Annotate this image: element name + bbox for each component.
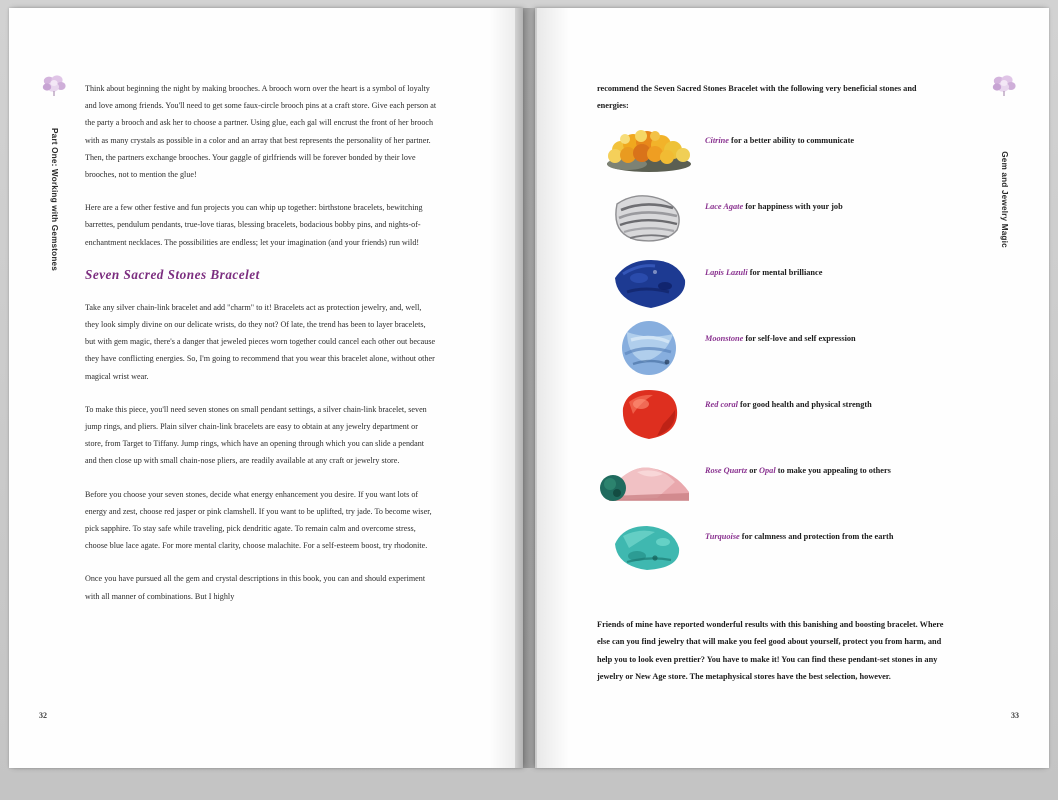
left-page (9, 8, 523, 768)
citrine-cluster-photo (597, 120, 705, 180)
stone-row (597, 120, 987, 186)
right-closing-column (597, 616, 949, 686)
lead-paragraph: recommend the Seven Sacred Stones Bracelet with the following very beneficial stones and energies: (597, 84, 917, 111)
stone-caption (705, 384, 987, 412)
stone-row (597, 186, 987, 252)
stone-row (597, 384, 987, 450)
stone-list (597, 120, 987, 582)
stone-name: Turquoise (705, 532, 740, 541)
right-page (535, 8, 1049, 768)
stone-row (597, 318, 987, 384)
red-coral-photo (597, 384, 705, 444)
stone-name: Red coral (705, 400, 738, 409)
moonstone-photo (597, 318, 705, 378)
stone-caption (705, 318, 987, 346)
stone-name: Rose Quartz (705, 466, 748, 475)
stone-purpose: for mental brilliance (747, 268, 823, 277)
purple-crystal-flower-icon (991, 74, 1017, 98)
stone-caption (705, 516, 987, 544)
paragraph: Think about beginning the night by making brooches. A brooch worn over the heart is a symbol of loyalty and love among friends. You'll need to get some faux-circle brooch pins at a craft store. Give each person at the party a brooch and ask her to choose a partner. Using glue, each gal will encrust the front of her brooch with as many crystals as possible in a color and an array that best represents the personality of her partner. Then, the partners exchange brooches. Your gaggle of girlfriends will be forever bonded by their love brooches, not to mention the glue! (85, 84, 437, 180)
stone-purpose: for calmness and protection from the earth (739, 532, 894, 541)
left-page-number: 32 (39, 711, 47, 720)
stone-purpose: for a better ability to communicate (728, 136, 855, 145)
stone-name: Lace Agate (705, 202, 744, 211)
turquoise-photo (597, 516, 705, 576)
stone-caption (705, 252, 987, 280)
paragraph: Once you have pursued all the gem and crystal descriptions in this book, you can and should experiment with all manner of combinations. But I highly (85, 574, 426, 601)
stone-conjunction: or (747, 466, 760, 475)
stone-name: Moonstone (705, 334, 744, 343)
stone-row (597, 450, 987, 516)
paragraph: Here are a few other festive and fun projects you can whip up together: birthstone bracelets, bewitching barrettes, pendulum pendants, true-love tiaras, blessing bracelets, bodacious bobby pins, and nights-of-enchantment necklaces. The possibilities are endless; let your imagination (and your friends) run wild! (85, 203, 423, 247)
right-running-head (989, 74, 1019, 714)
stone-row (597, 516, 987, 582)
stone-caption (705, 186, 987, 214)
rose-quartz-opal-photo (597, 450, 705, 510)
right-text-column (597, 80, 949, 125)
paragraph: To make this piece, you'll need seven stones on small pendant settings, a silver chain-link bracelet, seven jump rings, and pliers. Plain silver chain-link bracelets are easy to obtain at any jewelry department or store, from Target to Tiffany. Jump rings, which have an opening through which you can slide a pendant and then close up with small chain-nose pliers, are readily available at any craft or jewelry store. (85, 404, 427, 466)
purple-crystal-flower-icon (41, 74, 67, 98)
stone-purpose: for happiness with your job (743, 202, 843, 211)
stone-name-alt: Opal (759, 466, 776, 475)
stone-name: Lapis Lazuli (705, 268, 748, 277)
left-running-head (39, 74, 69, 714)
paragraph: Take any silver chain-link bracelet and add "charm" to it! Bracelets act as protection jewelry, and, well, they look simply divine on our delicate wrists, do they not? Of late, the trend has been to layer bracelets, but with gem magic, there's a danger that jeweled pieces worn together could cancel each other out because they have conflicting energies. So, I'm going to recommend that you wear this bracelet alone, without other magical wrist wear. (85, 302, 436, 381)
lace-agate-photo (597, 186, 705, 246)
left-text-column (85, 80, 437, 621)
stone-purpose: to make you appealing to others (775, 466, 891, 475)
closing-paragraph: Friends of mine have reported wonderful results with this banishing and boosting bracelet. Where else can you find jewelry that will make you feel good about yourself, protect you from harm, and help you to look even prettier? You have to make it! You can find these pendant-set stones in any jewelry or New Age store. The metaphysical stores have the best selection, however. (597, 620, 944, 682)
stone-caption (705, 120, 987, 148)
paragraph: Before you choose your seven stones, decide what energy enhancement you desire. If you want lots of energy and zest, choose red jasper or pink clamshell. If you want to be uplifted, try jade. To become wiser, pick sapphire. To stay safe while traveling, pick dendritic agate. To remain calm and overcome stress, choose blue lace agate. For more mental clarity, choose malachite. For a self-esteem boost, try rhodonite. (85, 489, 432, 551)
stone-purpose: for good health and physical strength (737, 400, 872, 409)
right-running-head-text: Gem and Jewelry Magic (999, 151, 1009, 248)
left-running-head-text: Part One: Working with Gemstones (49, 128, 59, 271)
stone-caption (705, 450, 987, 478)
right-page-number: 33 (1011, 711, 1019, 720)
stone-row (597, 252, 987, 318)
section-heading: Seven Sacred Stones Bracelet (85, 266, 260, 282)
stone-purpose: for self-love and self expression (743, 334, 856, 343)
stone-name: Citrine (705, 136, 729, 145)
lapis-lazuli-photo (597, 252, 705, 312)
